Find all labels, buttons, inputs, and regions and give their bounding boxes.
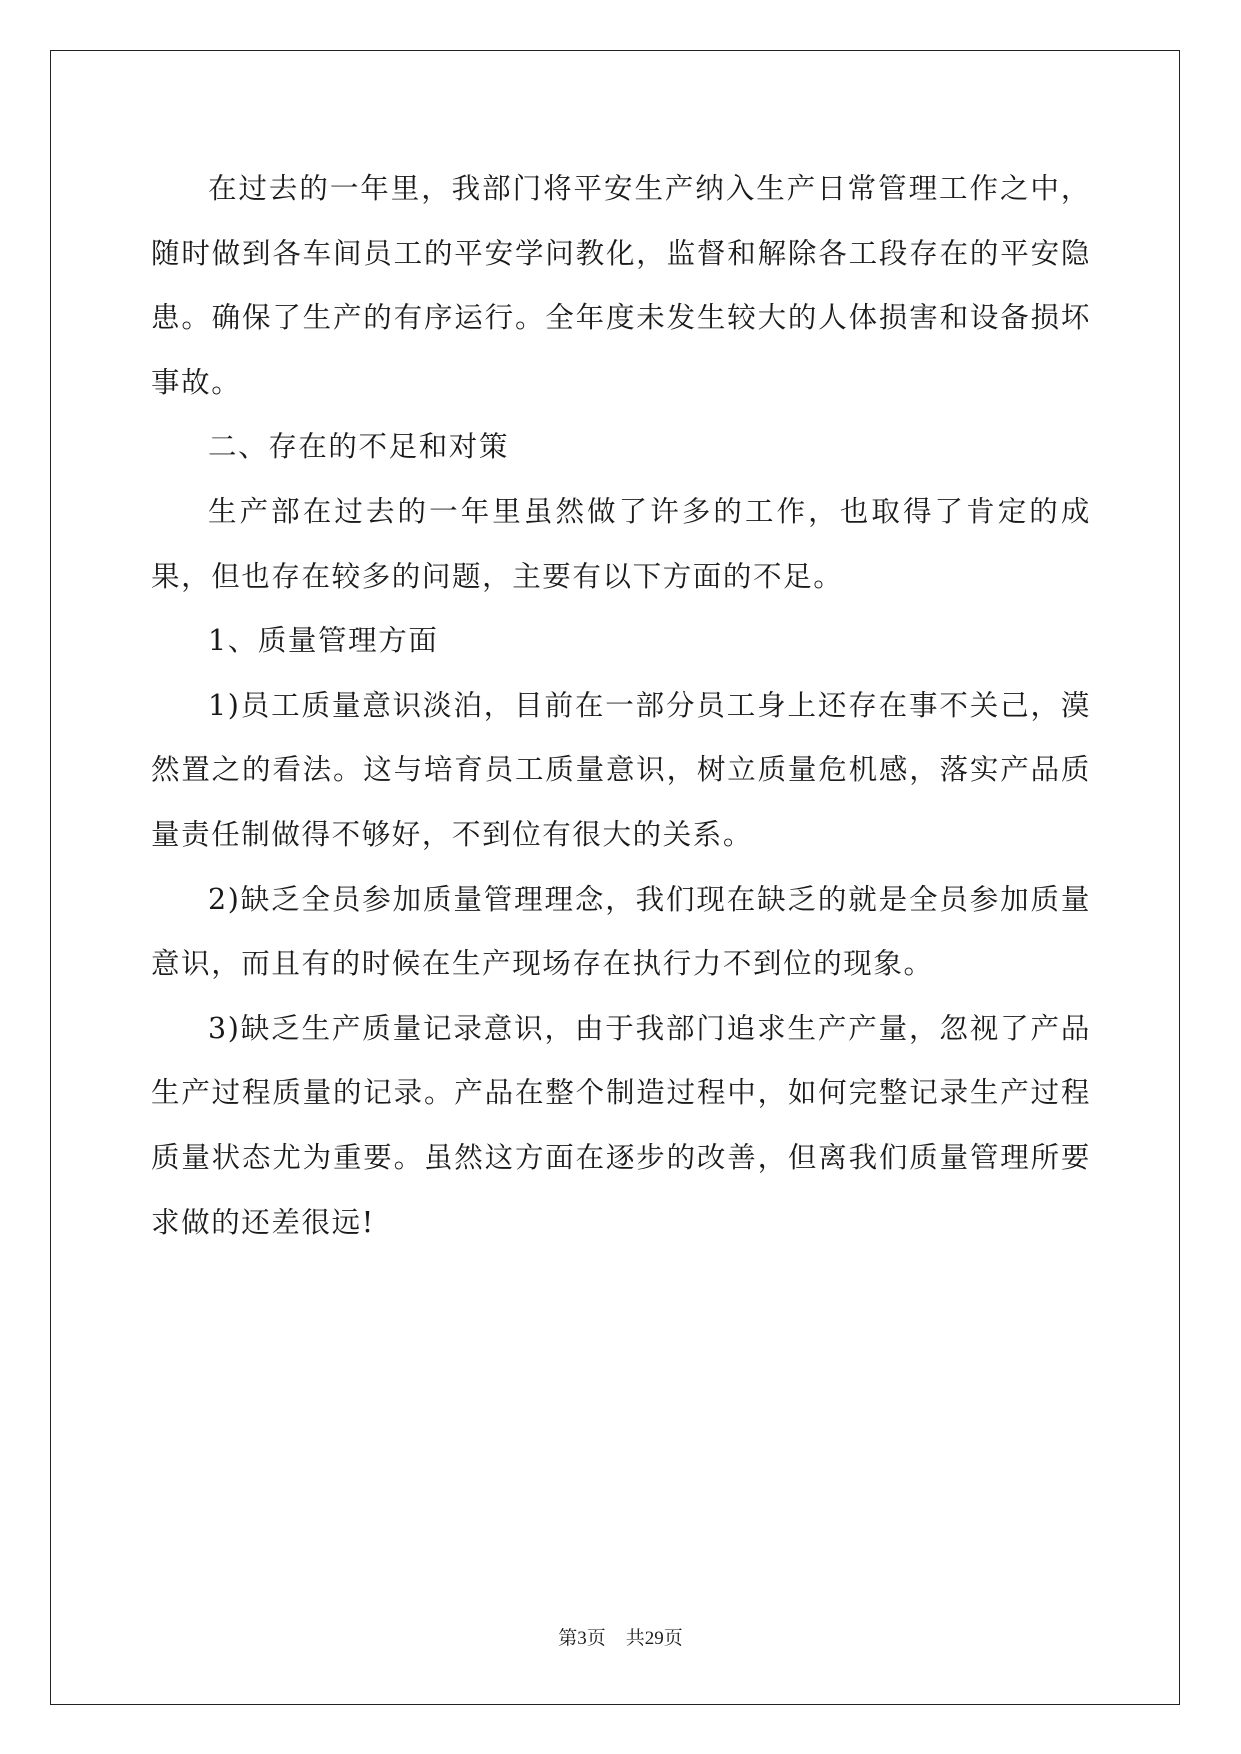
page-footer [0, 1623, 1241, 1650]
paragraph-safety-summary: 在过去的一年里，我部门将平安生产纳入生产日常管理工作之中，随时做到各车间员工的平安学问教化，监督和解除各工段存在的平安隐患。确保了生产的有序运行。全年度未发生较大的人体损害和设备损坏事故。 [151, 172, 1091, 399]
paragraph-shortcomings-intro: 生产部在过去的一年里虽然做了许多的工作，也取得了肯定的成果，但也存在较多的问题，主要有以下方面的不足。 [151, 494, 1091, 593]
paragraph-point-3: 3)缺乏生产质量记录意识，由于我部门追求生产产量，忽视了产品生产过程质量的记录。产品在整个制造过程中，如何完整记录生产过程质量状态尤为重要。虽然这方面在逐步的改善，但离我们质量管理所要求做的还差很远! [151, 1011, 1091, 1239]
subheading-quality-management: 1、质量管理方面 [208, 624, 439, 658]
page-number: 第3页 [558, 1628, 606, 1649]
page-total: 共29页 [625, 1628, 683, 1649]
section-heading-shortcomings: 二、存在的不足和对策 [208, 430, 510, 464]
paragraph-point-2: 2)缺乏全员参加质量管理理念，我们现在缺乏的就是全员参加质量意识，而且有的时候在生产现场存在执行力不到位的现象。 [151, 882, 1091, 981]
paragraph-point-1: 1)员工质量意识淡泊，目前在一部分员工身上还存在事不关己，漠然置之的看法。这与培育员工质量意识，树立质量危机感，落实产品质量责任制做得不够好，不到位有很大的关系。 [151, 688, 1091, 851]
document-body [151, 157, 1091, 1255]
